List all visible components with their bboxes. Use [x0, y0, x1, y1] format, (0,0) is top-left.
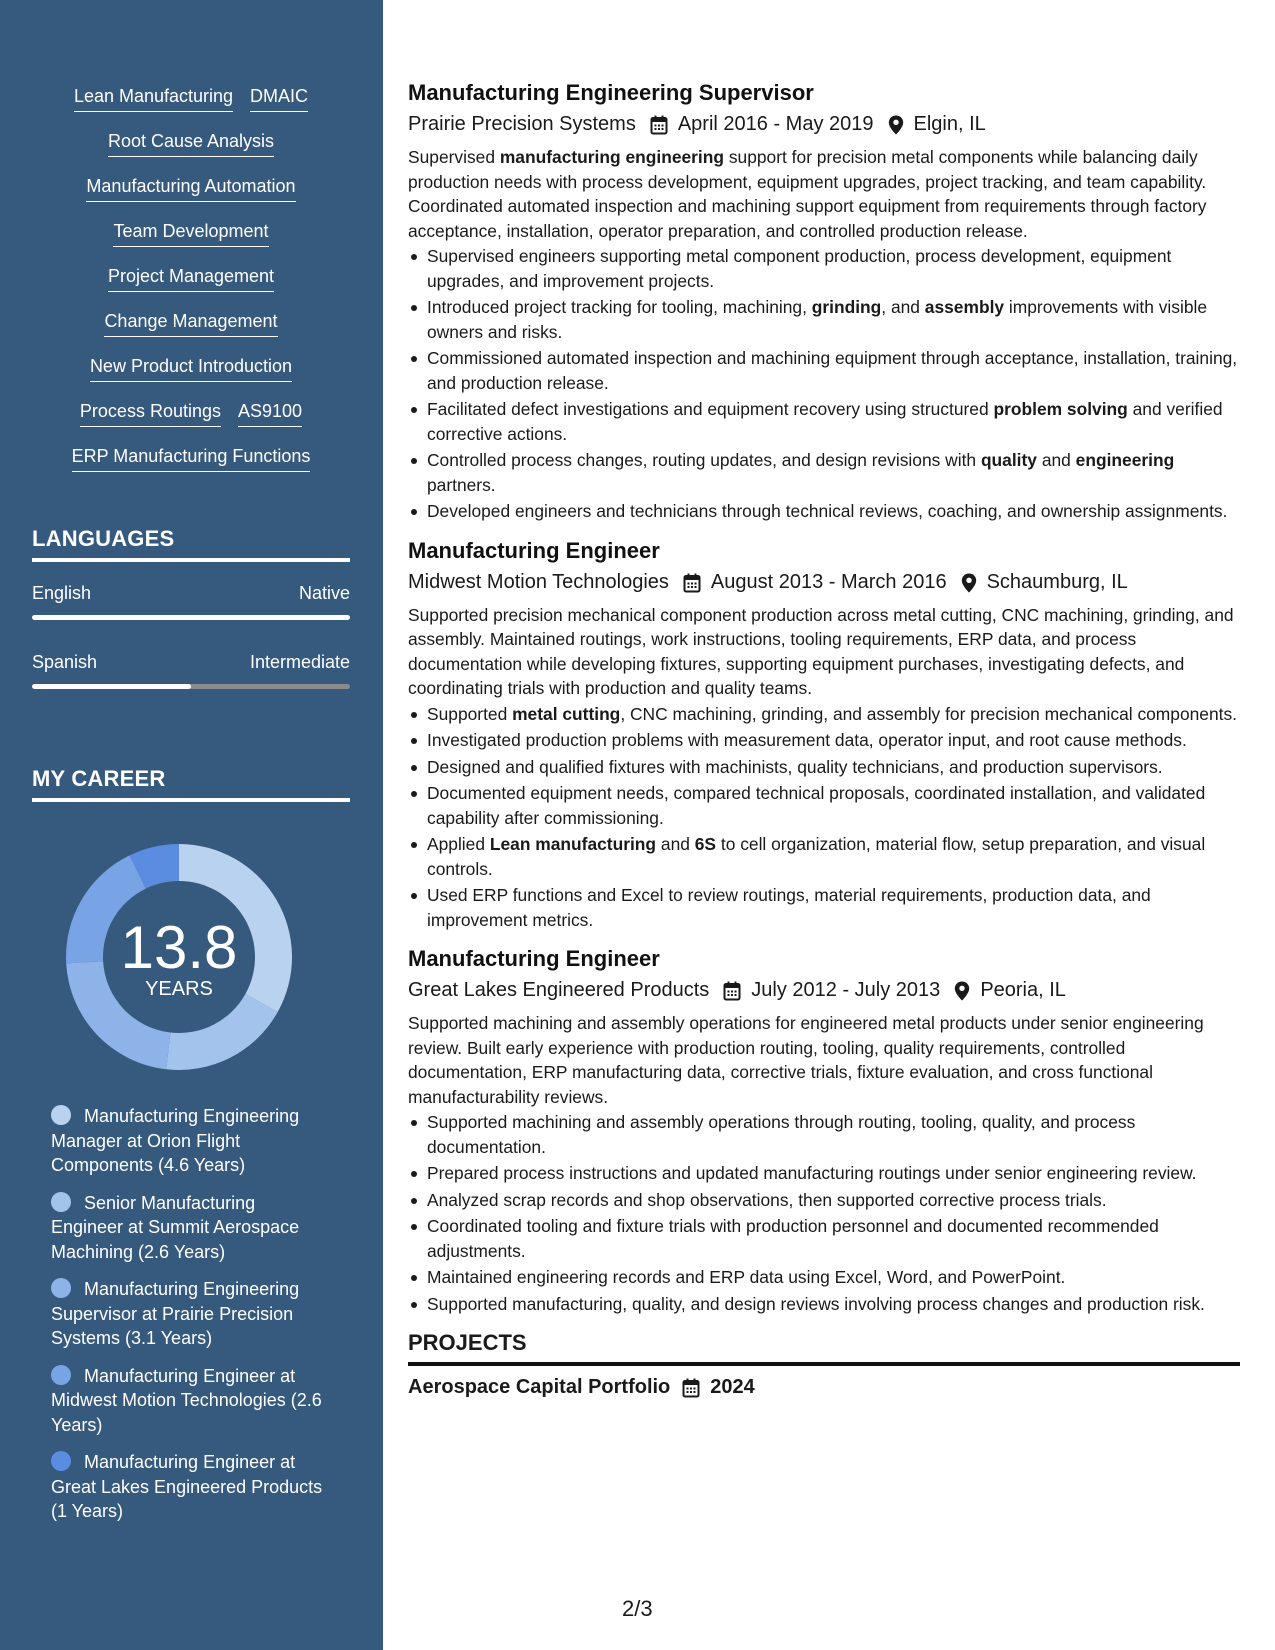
bold-keyword: Lean manufacturing [489, 834, 657, 854]
text-run: Supported machining and assembly operations for engineered metal products under senior engineering review. Built early experience with production routing, tooling, quality requirements, controlled documentation, ERP manufacturing data, corrective trials, fixture evaluation, and cross functional manufacturability reviews. [408, 1013, 1204, 1107]
text-run: Used ERP functions and Excel to review routings, material requirements, production data, and improvement metrics. [427, 885, 1151, 930]
job-company: Prairie Precision Systems [408, 113, 636, 135]
skills-row [32, 354, 350, 399]
text-run: , CNC machining, grinding, and assembly for precision mechanical components. [620, 703, 1238, 724]
skills-row [32, 309, 350, 354]
job-bullet [408, 499, 1240, 524]
language-bar-fill [32, 615, 350, 620]
page-number: 2/3 [622, 1596, 653, 1621]
text-run: Applied [427, 834, 490, 854]
text-run: Prepared process instructions and updated manufacturing routings under senior engineering review. [427, 1163, 1197, 1183]
job-bullet [408, 295, 1240, 344]
career-dot-icon [51, 1278, 71, 1298]
text-run: Facilitated defect investigations and equipment recovery using structured [427, 399, 994, 419]
career-list-item [51, 1191, 331, 1265]
language-spanish [32, 650, 350, 689]
bold-keyword: manufacturing engineering [499, 147, 725, 167]
sidebar [0, 0, 383, 1650]
job-bullet [408, 832, 1240, 881]
skills-row [32, 219, 350, 264]
job-meta [408, 109, 1240, 139]
calendar-icon [650, 114, 668, 134]
job-title: Manufacturing Engineer [408, 946, 660, 971]
text-run: improvements with visible owners and risks. [427, 297, 1208, 342]
skill-tag: Team Development [113, 219, 268, 247]
job-dates: July 2012 - July 2013 [751, 979, 941, 1001]
bold-keyword: quality [980, 450, 1037, 470]
job-bullets [408, 244, 1240, 524]
skill-tag: AS9100 [238, 399, 302, 427]
job-bullet [408, 397, 1240, 446]
skills-list [32, 84, 350, 489]
career-list-item [51, 1277, 331, 1351]
language-english [32, 581, 350, 620]
text-run: partners. [427, 474, 496, 495]
projects-list [408, 1372, 1240, 1402]
job-company: Midwest Motion Technologies [408, 570, 669, 593]
main-content [408, 78, 1240, 1402]
skill-tag: Project Management [108, 264, 274, 292]
project-year: 2024 [710, 1376, 755, 1398]
job-dates: August 2013 - March 2016 [710, 570, 947, 593]
bold-keyword: grinding [811, 297, 882, 317]
job-bullet [408, 728, 1240, 753]
location-pin-icon [954, 980, 970, 1000]
text-run: Maintained engineering records and ERP data using Excel, Word, and PowerPoint. [427, 1267, 1066, 1287]
text-run: Analyzed scrap records and shop observations, then supported corrective process trials. [427, 1189, 1107, 1210]
language-bar [32, 615, 350, 620]
career-total-unit: YEARS [145, 978, 213, 1000]
skill-tag: New Product Introduction [90, 354, 292, 382]
language-name: English [32, 583, 92, 603]
projects-heading: PROJECTS [408, 1328, 1240, 1366]
career-heading: MY CAREER [32, 764, 350, 802]
text-run: Supported manufacturing, quality, and design reviews involving process changes and production risk. [427, 1293, 1205, 1314]
job-bullet [408, 883, 1240, 932]
career-list-item [51, 1450, 331, 1524]
text-run: Coordinated tooling and fixture trials with production personnel and documented recommended adjustments. [427, 1216, 1159, 1261]
job-bullet [408, 702, 1240, 727]
text-run: Supervised [408, 147, 500, 167]
text-run: and [656, 834, 695, 854]
career-item-label: Manufacturing Engineering Manager at Orion Flight Components (4.6 Years) [51, 1106, 300, 1175]
career-dot-icon [51, 1365, 71, 1385]
job-bullet [408, 1214, 1240, 1263]
experience-list [408, 78, 1240, 1316]
job-bullet [408, 1110, 1240, 1159]
job-summary [408, 1011, 1240, 1109]
job-location: Schaumburg, IL [986, 570, 1128, 593]
skill-tag: Manufacturing Automation [86, 174, 295, 202]
job-location: Peoria, IL [980, 979, 1066, 1001]
job-bullet [408, 244, 1240, 293]
bold-keyword: assembly [924, 297, 1005, 317]
skills-row [32, 129, 350, 174]
skill-tag: ERP Manufacturing Functions [72, 444, 311, 472]
job-meta [408, 567, 1240, 597]
languages-heading: LANGUAGES [32, 524, 350, 562]
language-name: Spanish [32, 652, 98, 672]
text-run: support for precision metal components while balancing daily production needs with process development, equipment upgrades, project tracking, and team capability. Coordinated automated inspection and machining support equipment from requirements through factory acceptance, installation, operator preparation, and controlled production release. [408, 147, 1207, 241]
career-item-label: Senior Manufacturing Engineer at Summit Aerospace Machining (2.6 Years) [51, 1192, 300, 1262]
text-run: Developed engineers and technicians through technical reviews, coaching, and ownership assignments. [427, 501, 1228, 521]
skill-tag: Change Management [104, 309, 277, 337]
job-bullet [408, 1292, 1240, 1317]
language-level: Native [298, 583, 350, 603]
calendar-icon [683, 572, 701, 592]
job-summary [408, 145, 1240, 243]
skills-row [32, 264, 350, 309]
skill-tag: DMAIC [250, 84, 308, 112]
bold-keyword: problem solving [993, 399, 1128, 419]
project-entry [408, 1372, 1240, 1402]
career-total-years: 13.8 [120, 914, 238, 981]
calendar-icon [723, 980, 741, 1000]
job-bullet [408, 755, 1240, 780]
job-bullet [408, 346, 1240, 395]
text-run: Supervised engineers supporting metal component production, process development, equipment upgrades, and improvement projects. [427, 246, 1172, 291]
text-run: and [1036, 450, 1076, 470]
job-bullets [408, 702, 1240, 933]
job-company: Great Lakes Engineered Products [408, 979, 710, 1001]
job-title: Manufacturing Engineering Supervisor [408, 80, 814, 105]
text-run: Supported machining and assembly operations through routing, tooling, quality, and process documentation. [427, 1112, 1136, 1157]
text-run: and verified corrective actions. [427, 399, 1223, 444]
career-dot-icon [51, 1105, 71, 1125]
language-level: Intermediate [249, 652, 350, 672]
text-run: Supported precision mechanical component production across metal cutting, CNC machining, grinding, and assembly. Maintained routings, work instructions, tooling requirements, ERP data, and process documentation while developing fixtures, supporting equipment purchases, investigating defects, and coordinating trials with production and quality teams. [408, 604, 1234, 698]
job-bullet [408, 448, 1240, 497]
experience-entry [408, 78, 1240, 524]
language-bar [32, 684, 350, 689]
project-name: Aerospace Capital Portfolio [408, 1376, 671, 1398]
career-list-item [51, 1104, 331, 1178]
job-location: Elgin, IL [913, 113, 986, 135]
skill-tag: Lean Manufacturing [74, 84, 233, 112]
bold-keyword: engineering [1075, 450, 1175, 470]
career-list [51, 1104, 331, 1537]
text-run: to cell organization, material flow, setup preparation, and visual controls. [427, 834, 1206, 879]
bold-keyword: metal cutting [512, 703, 621, 724]
text-run: , and [881, 297, 925, 317]
skill-tag: Root Cause Analysis [108, 129, 274, 157]
job-bullet [408, 781, 1240, 830]
job-bullets [408, 1110, 1240, 1316]
text-run: Introduced project tracking for tooling, machining, [427, 297, 812, 317]
job-meta [408, 975, 1240, 1005]
text-run: Documented equipment needs, compared technical proposals, coordinated installation, and validated capability after commissioning. [427, 783, 1206, 828]
text-run: Controlled process changes, routing updates, and design revisions with [427, 450, 981, 470]
job-bullet [408, 1161, 1240, 1186]
job-summary [408, 603, 1240, 701]
career-item-label: Manufacturing Engineer at Midwest Motion Technologies (2.6 Years) [51, 1365, 322, 1435]
skills-row [32, 444, 350, 489]
career-list-item [51, 1364, 331, 1438]
job-dates: April 2016 - May 2019 [677, 113, 874, 135]
location-pin-icon [888, 114, 904, 134]
text-run: Investigated production problems with measurement data, operator input, and root cause methods. [427, 730, 1187, 750]
job-bullet [408, 1188, 1240, 1213]
experience-entry [408, 536, 1240, 933]
bold-keyword: 6S [694, 834, 717, 854]
career-item-label: Manufacturing Engineer at Great Lakes Engineered Products (1 Years) [51, 1452, 323, 1521]
text-run: Designed and qualified fixtures with machinists, quality technicians, and production supervisors. [427, 756, 1163, 777]
location-pin-icon [961, 572, 977, 592]
language-bar-fill [32, 684, 191, 689]
skills-row [32, 174, 350, 219]
career-dot-icon [51, 1451, 71, 1471]
job-title: Manufacturing Engineer [408, 537, 660, 563]
calendar-icon [682, 1377, 700, 1397]
text-run: Commissioned automated inspection and machining equipment through acceptance, installation, training, and production release. [427, 348, 1238, 393]
skills-row [32, 84, 350, 129]
career-dot-icon [51, 1192, 71, 1212]
job-bullet [408, 1265, 1240, 1290]
experience-entry [408, 944, 1240, 1316]
career-item-label: Manufacturing Engineering Supervisor at Prairie Precision Systems (3.1 Years) [51, 1279, 300, 1348]
skill-tag: Process Routings [80, 399, 221, 427]
career-total [66, 844, 292, 1070]
skills-row [32, 399, 350, 444]
text-run: Supported [427, 703, 513, 724]
